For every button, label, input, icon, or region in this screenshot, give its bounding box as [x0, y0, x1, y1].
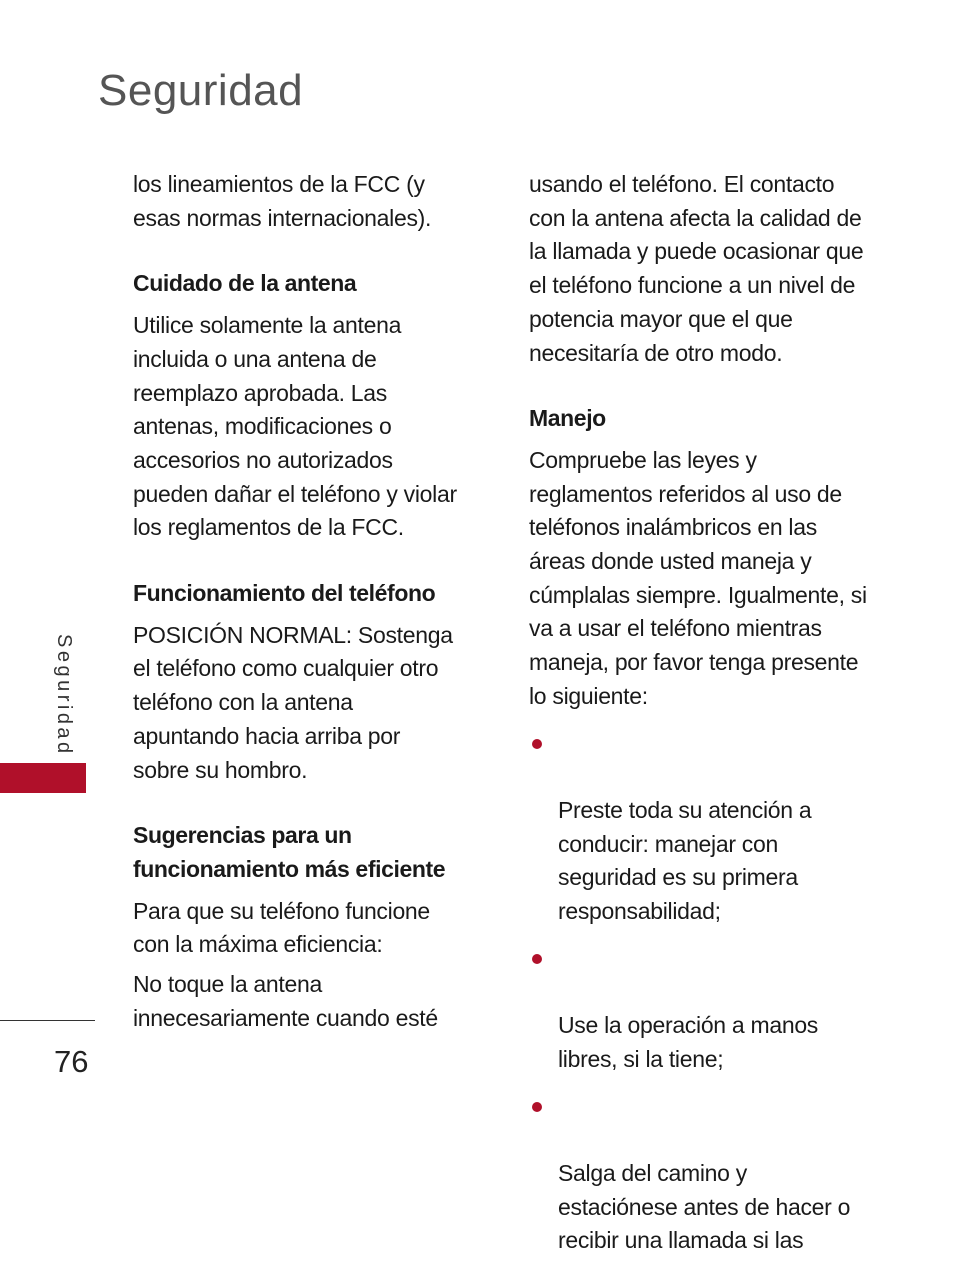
phone-operation-heading: Funcionamiento del teléfono: [133, 580, 436, 607]
phone-operation-text: POSICIÓN NORMAL: Sostenga el teléfono como cualquier otro teléfono con la antena apuntando hacia arriba por sobre su hombro.: [133, 621, 453, 783]
intro-text: los lineamientos de la FCC (y esas normas internacionales).: [133, 171, 432, 231]
driving-bullet-list: [529, 727, 889, 1259]
list-item: [529, 942, 889, 1077]
section-side-label: Seguridad: [53, 634, 75, 757]
bullet-icon: [532, 739, 542, 749]
continuation-text: usando el teléfono. El contacto con la antena afecta la calidad de la llamada y puede ocasionar que el teléfono funcione a un nivel de potencia mayor que el que necesitaría de otro modo.: [529, 171, 864, 366]
antenna-touch-text: No toque la antena innecesariamente cuando esté: [133, 971, 438, 1031]
footer-divider: [0, 1020, 95, 1021]
driving-text: Compruebe las leyes y reglamentos referidos al uso de teléfonos inalámbricos en las áreas donde usted maneja y cúmplalas siempre. Igualmente, si va a usar el teléfono mientras maneja, por favor tenga presente lo siguiente:: [529, 446, 867, 709]
bullet-icon: [532, 1102, 542, 1112]
left-column: [133, 168, 493, 1035]
list-item-text: Salga del camino y estaciónese antes de hacer o recibir una llamada si las: [558, 1159, 851, 1254]
right-column: [529, 168, 889, 1271]
list-item: [529, 727, 889, 929]
page-title: Seguridad: [98, 66, 304, 115]
efficiency-tips-heading: Sugerencias para un funcionamiento más eficiente: [133, 822, 446, 882]
antenna-care-heading: Cuidado de la antena: [133, 270, 357, 297]
list-item-text: Use la operación a manos libres, si la tiene;: [558, 1012, 819, 1072]
section-tab-marker: [0, 763, 86, 793]
efficiency-tips-text: Para que su teléfono funcione con la máxima eficiencia:: [133, 897, 430, 958]
driving-heading: Manejo: [529, 405, 606, 432]
page-number: 76: [54, 1044, 89, 1079]
bullet-icon: [532, 954, 542, 964]
antenna-care-text: Utilice solamente la antena incluida o una antena de reemplazo aprobada. Las antenas, modificaciones o accesorios no autorizados pueden dañar el teléfono y violar los reglamentos de la FCC.: [133, 312, 457, 541]
list-item: [529, 1090, 889, 1259]
list-item-text: Preste toda su atención a conducir: manejar con seguridad es su primera responsabilidad;: [558, 796, 812, 925]
